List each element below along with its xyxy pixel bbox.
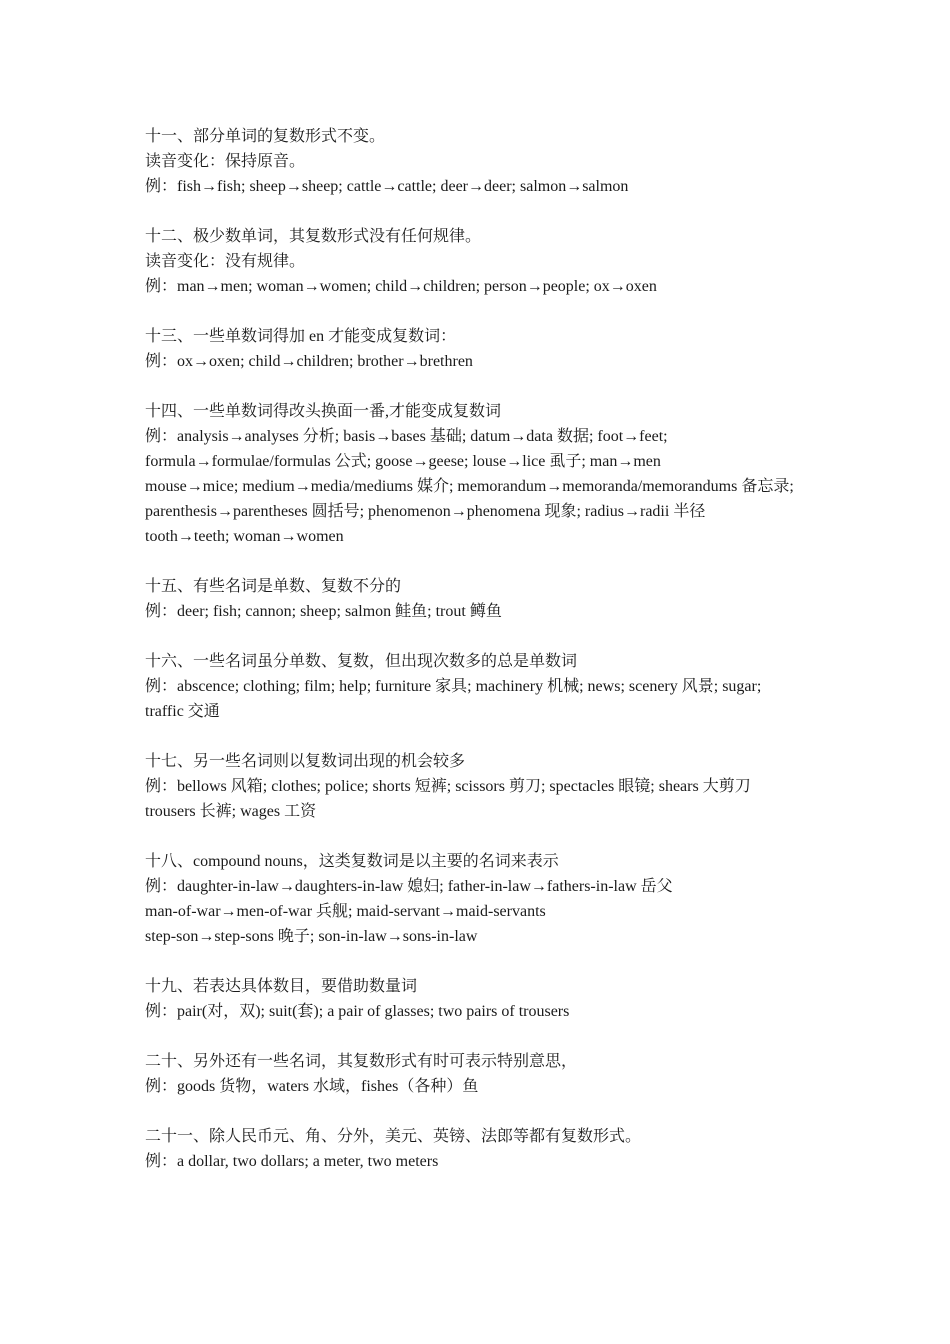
example-line: step-son→step-sons 晚子; son-in-law→sons-in-law bbox=[145, 928, 478, 945]
section-13 bbox=[145, 324, 815, 374]
section-heading: 十五、有些名词是单数、复数不分的 bbox=[145, 578, 402, 595]
example-line: man-of-war→men-of-war 兵舰; maid-servant→maid-servants bbox=[145, 903, 546, 920]
example-line: 例：ox→oxen; child→children; brother→brethren bbox=[145, 353, 473, 370]
example-line: mouse→mice; medium→media/mediums 媒介; memorandum→memoranda/memorandums 备忘录; bbox=[145, 478, 794, 495]
section-heading: 十九、若表达具体数目，要借助数量词 bbox=[145, 978, 418, 995]
example-line: 例：fish→fish; sheep→sheep; cattle→cattle; deer→deer; salmon→salmon bbox=[145, 178, 629, 195]
section-19 bbox=[145, 974, 815, 1024]
section-11 bbox=[145, 124, 815, 199]
section-16 bbox=[145, 649, 815, 724]
section-18 bbox=[145, 849, 815, 949]
section-heading: 二十、另外还有一些名词，其复数形式有时可表示特别意思， bbox=[145, 1053, 578, 1070]
section-heading: 十二、极少数单词，其复数形式没有任何规律。 bbox=[145, 228, 482, 245]
example-line: parenthesis→parentheses 圆括号; phenomenon→phenomena 现象; radius→radii 半径 bbox=[145, 503, 706, 520]
example-line: formula→formulae/formulas 公式; goose→geese; louse→lice 虱子; man→men bbox=[145, 453, 661, 470]
pronunciation-note: 读音变化：保持原音。 bbox=[145, 153, 306, 170]
section-heading: 十四、一些单数词得改头换面一番,才能变成复数词 bbox=[145, 403, 502, 420]
section-heading: 十三、一些单数词得加 en 才能变成复数词： bbox=[145, 328, 457, 345]
example-line: 例：a dollar, two dollars; a meter, two meters bbox=[145, 1153, 439, 1170]
document-body bbox=[145, 124, 815, 1199]
section-21 bbox=[145, 1124, 815, 1174]
example-line: traffic 交通 bbox=[145, 703, 220, 720]
example-line: trousers 长裤; wages 工资 bbox=[145, 803, 317, 820]
example-line: 例：abscence; clothing; film; help; furniture 家具; machinery 机械; news; scenery 风景; sugar; bbox=[145, 678, 762, 695]
section-20 bbox=[145, 1049, 815, 1099]
section-heading: 十八、compound nouns，这类复数词是以主要的名词来表示 bbox=[145, 853, 559, 870]
section-heading: 十一、部分单词的复数形式不变。 bbox=[145, 128, 386, 145]
example-line: 例：analysis→analyses 分析; basis→bases 基础; datum→data 数据; foot→feet; bbox=[145, 428, 668, 445]
section-14 bbox=[145, 399, 815, 549]
example-line: 例：bellows 风箱; clothes; police; shorts 短裤; scissors 剪刀; spectacles 眼镜; shears 大剪刀 bbox=[145, 778, 751, 795]
section-heading: 十六、一些名词虽分单数、复数，但出现次数多的总是单数词 bbox=[145, 653, 578, 670]
example-line: 例：daughter-in-law→daughters-in-law 媳妇; father-in-law→fathers-in-law 岳父 bbox=[145, 878, 673, 895]
pronunciation-note: 读音变化：没有规律。 bbox=[145, 253, 306, 270]
example-line: 例：man→men; woman→women; child→children; person→people; ox→oxen bbox=[145, 278, 657, 295]
section-heading: 十七、另一些名词则以复数词出现的机会较多 bbox=[145, 753, 466, 770]
section-17 bbox=[145, 749, 815, 824]
example-line: 例：goods 货物，waters 水域，fishes（各种）鱼 bbox=[145, 1078, 479, 1095]
section-heading: 二十一、除人民币元、角、分外，美元、英镑、法郎等都有复数形式。 bbox=[145, 1128, 642, 1145]
section-12 bbox=[145, 224, 815, 299]
section-15 bbox=[145, 574, 815, 624]
example-line: 例：pair(对，双); suit(套); a pair of glasses; two pairs of trousers bbox=[145, 1003, 570, 1020]
example-line: tooth→teeth; woman→women bbox=[145, 528, 344, 545]
example-line: 例：deer; fish; cannon; sheep; salmon 鲑鱼; trout 鳟鱼 bbox=[145, 603, 502, 620]
